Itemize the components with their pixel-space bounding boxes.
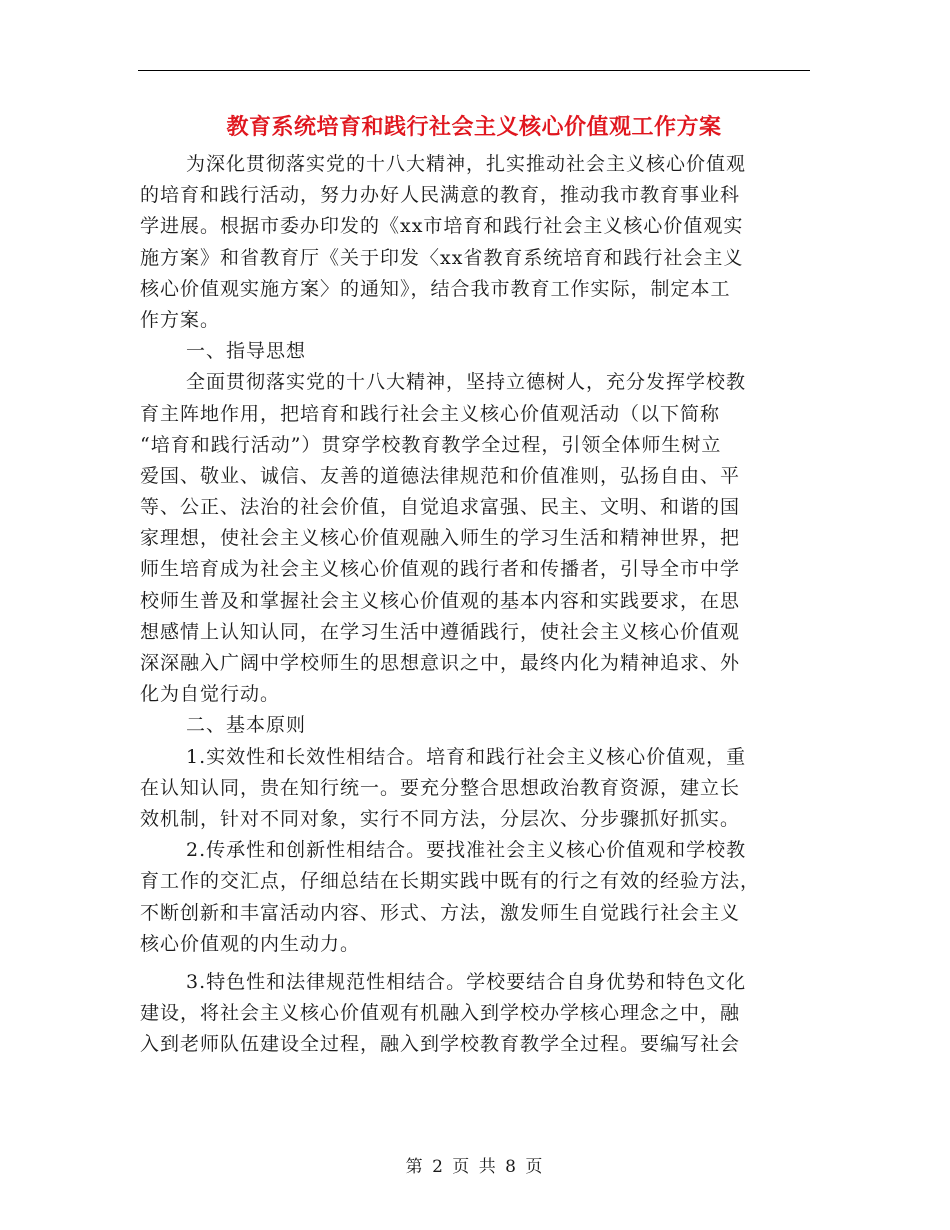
header-rule bbox=[138, 70, 810, 71]
body-line: 全面贯彻落实党的十八大精神，坚持立德树人，充分发挥学校教 bbox=[186, 371, 747, 394]
body-line: 育主阵地作用，把培育和践行社会主义核心价值观活动（以下简称 bbox=[140, 402, 721, 425]
body-line: 校师生普及和掌握社会主义核心价值观的基本内容和实践要求，在思 bbox=[140, 589, 741, 612]
body-line: 育工作的交汇点，仔细总结在长期实践中既有的行之有效的经验方法， bbox=[140, 870, 761, 893]
body-line: 深深融入广阔中学校师生的思想意识之中，最终内化为精神追求、外 bbox=[140, 652, 741, 674]
body-line: 学进展。根据市委办印发的《xx市培育和践行社会主义核心价值观实 bbox=[140, 215, 744, 238]
body-line: 建设，将社会主义核心价值观有机融入到学校办学核心理念之中，融 bbox=[140, 1002, 741, 1025]
body-line: 想感情上认知认同，在学习生活中遵循践行，使社会主义核心价值观 bbox=[140, 620, 741, 643]
body-line: 为深化贯彻落实党的十八大精神，扎实推动社会主义核心价值观 bbox=[186, 153, 747, 175]
body-line: 化为自觉行动。 bbox=[140, 683, 281, 706]
body-line: 核心价值观实施方案〉的通知》，结合我市教育工作实际，制定本工 bbox=[140, 277, 731, 300]
body-line: 效机制，针对不同对象，实行不同方法，分层次、分步骤抓好抓实。 bbox=[140, 807, 741, 830]
body-line: 家理想，使社会主义核心价值观融入师生的学习生活和精神世界，把 bbox=[140, 527, 741, 550]
body-line: 在认知认同，贵在知行统一。要充分整合思想政治教育资源，建立长 bbox=[140, 776, 741, 799]
body-line: 施方案》和省教育厅《关于印发〈xx省教育系统培育和践行社会主义 bbox=[140, 246, 744, 269]
document-body bbox=[140, 149, 800, 1060]
body-line: 一、指导思想 bbox=[186, 340, 307, 363]
body-line: 等、公正、法治的社会价值，自觉追求富强、民主、文明、和谐的国 bbox=[140, 496, 741, 519]
body-line: 不断创新和丰富活动内容、形式、方法，激发师生自觉践行社会主义 bbox=[140, 901, 741, 924]
body-line: 入到老师队伍建设全过程，融入到学校教育教学全过程。要编写社会 bbox=[140, 1033, 741, 1056]
document-title: 教育系统培育和践行社会主义核心价值观工作方案 bbox=[226, 114, 722, 140]
body-line: 核心价值观的内生动力。 bbox=[140, 932, 361, 955]
page-number-footer: 第 2 页 共 8 页 bbox=[405, 1157, 545, 1177]
body-line: 3.特色性和法律规范性相结合。学校要结合自身优势和特色文化 bbox=[186, 970, 747, 993]
body-line: 二、基本原则 bbox=[186, 714, 307, 737]
body-line: 2.传承性和创新性相结合。要找准社会主义核心价值观和学校教 bbox=[186, 839, 747, 862]
body-line: 1.实效性和长效性相结合。培育和践行社会主义核心价值观，重 bbox=[186, 745, 747, 768]
body-line: 师生培育成为社会主义核心价值观的践行者和传播者，引导全市中学 bbox=[140, 558, 741, 581]
body-line: 作方案。 bbox=[140, 308, 221, 331]
body-line: 爱国、敬业、诚信、友善的道德法律规范和价值准则，弘扬自由、平 bbox=[140, 464, 741, 487]
body-line: “培育和践行活动”）贯穿学校教育教学全过程，引领全体师生树立 bbox=[140, 433, 722, 456]
body-line: 的培育和践行活动，努力办好人民满意的教育，推动我市教育事业科 bbox=[140, 184, 741, 207]
